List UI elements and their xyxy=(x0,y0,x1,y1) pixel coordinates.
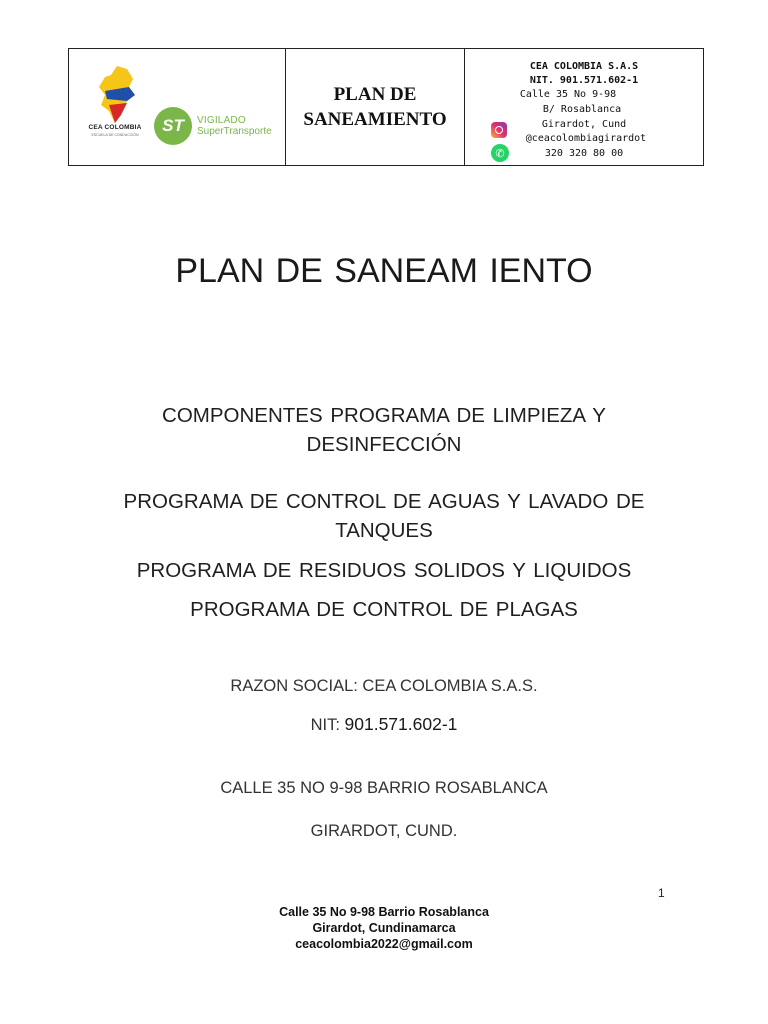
program-item: PROGRAMA DE RESIDUOS SOLIDOS Y LIQUIDOS xyxy=(136,559,632,582)
contact-city: Girardot, Cund xyxy=(541,119,627,130)
footer-email[interactable]: ceacolombia2022@gmail.com xyxy=(295,937,473,951)
program-item: PROGRAMA DE CONTROL DE AGUAS Y LAVADO DE TANQUES xyxy=(123,490,645,542)
contact-phone: 320 320 80 00 xyxy=(544,148,624,159)
contact-company: CEA COLOMBIA S.A.S xyxy=(529,61,639,72)
supertransporte-logo-icon: ST xyxy=(154,107,192,145)
program-item: COMPONENTES PROGRAMA DE LIMPIEZA Y DESINFECCIÓN xyxy=(162,404,606,456)
header-title-cell xyxy=(286,49,465,165)
cea-logo-name: CEA COLOMBIA xyxy=(88,124,142,131)
footer-city: Girardot, Cundinamarca xyxy=(312,921,456,935)
footer-address: Calle 35 No 9-98 Barrio Rosablanca xyxy=(279,905,489,919)
nit-line xyxy=(0,714,768,735)
nit-value: 901.571.602-1 xyxy=(344,714,458,734)
program-item: PROGRAMA DE CONTROL DE PLAGAS xyxy=(190,598,578,621)
page-number: 1 xyxy=(658,886,665,900)
razon-social: RAZON SOCIAL: CEA COLOMBIA S.A.S. xyxy=(230,677,538,695)
contact-nit: NIT. 901.571.602-1 xyxy=(529,75,639,86)
contact-address1: Calle 35 No 9-98 xyxy=(519,89,617,100)
header-title-line1: PLAN DE xyxy=(333,84,417,105)
company-address: CALLE 35 NO 9-98 BARRIO ROSABLANCA xyxy=(220,779,548,797)
contact-instagram[interactable]: @ceacolombiagirardot xyxy=(525,133,647,144)
header-title-line2: SANEAMIENTO xyxy=(303,109,447,130)
logos-cell xyxy=(69,49,286,165)
contact-cell xyxy=(465,49,703,165)
cea-logo-tagline: ESCUELA DE CONDUCCIÓN xyxy=(91,133,139,137)
document-title: PLAN DE SANEAM IENTO xyxy=(175,252,593,290)
nit-label: NIT: xyxy=(310,716,340,734)
vigilado-text: VIGILADO xyxy=(197,115,246,126)
header-table xyxy=(68,48,704,166)
whatsapp-icon: ✆ xyxy=(491,144,509,162)
company-city: GIRARDOT, CUND. xyxy=(310,822,458,840)
contact-address2: B/ Rosablanca xyxy=(542,104,622,115)
supertransporte-text: SuperTransporte xyxy=(197,126,272,137)
